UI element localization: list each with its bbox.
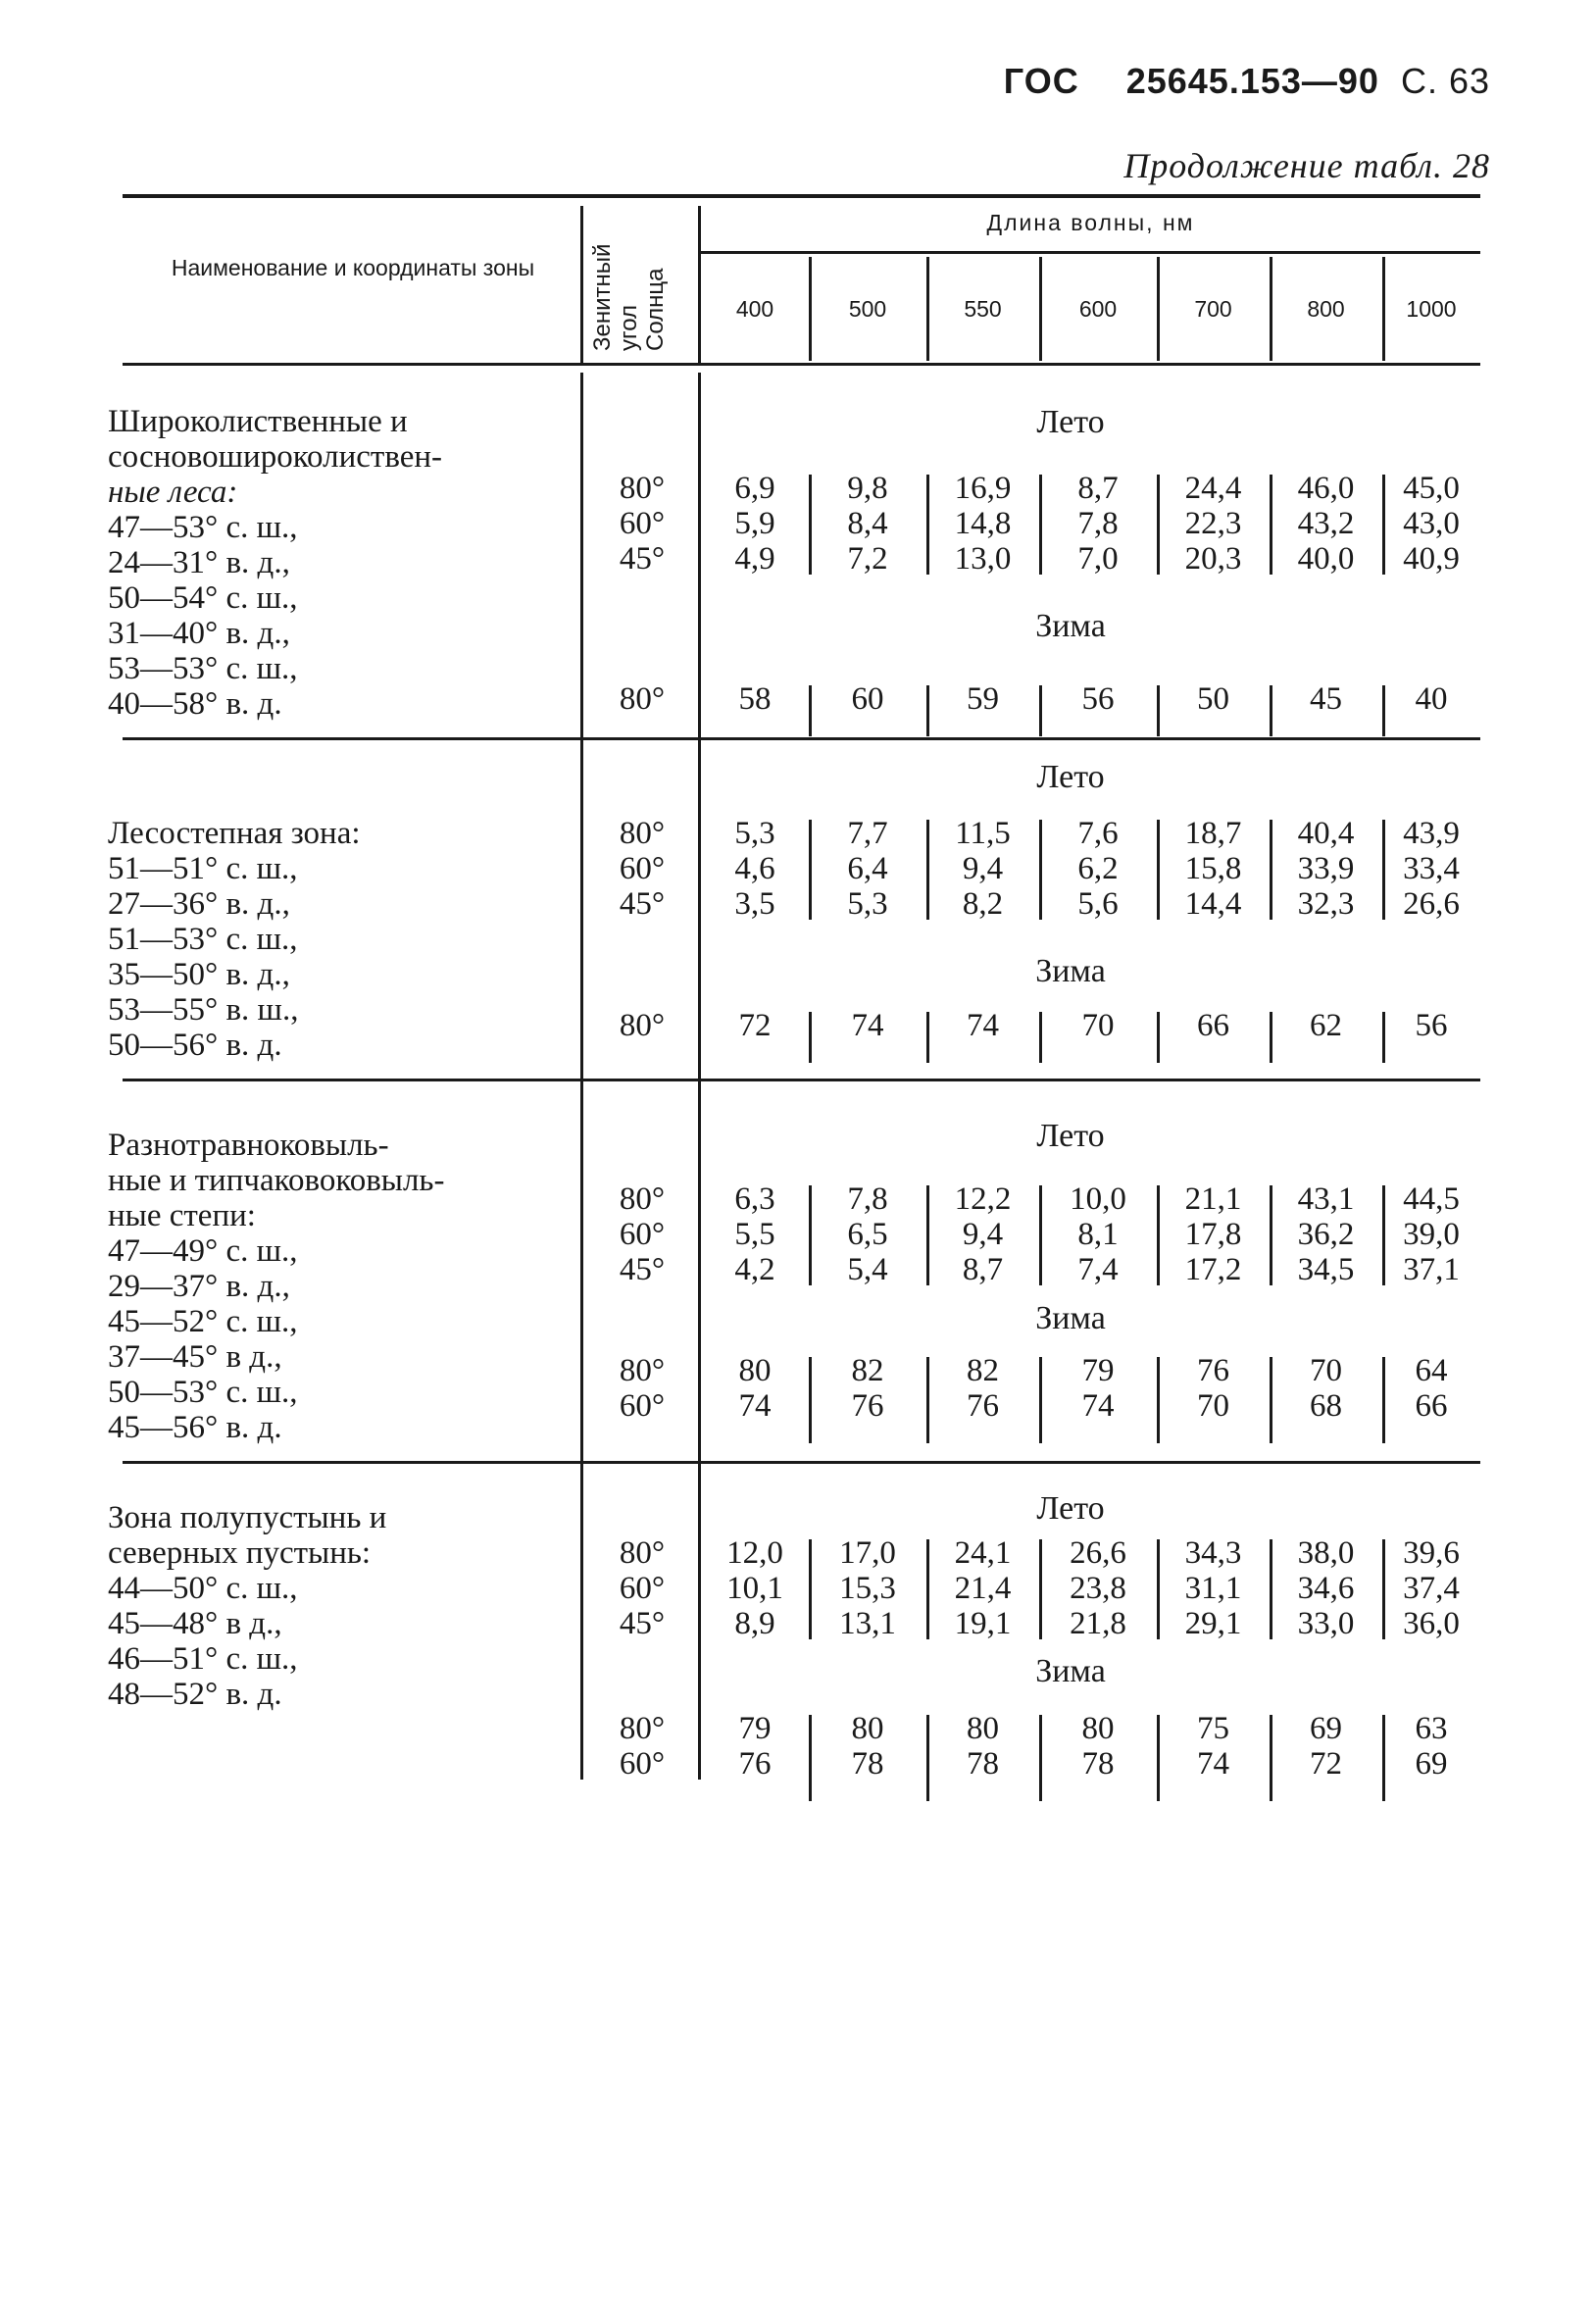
table-cell: 82	[967, 1353, 999, 1388]
wavelength-header: 500	[848, 296, 887, 322]
column-separator	[1270, 820, 1272, 920]
table-cell: 43,0	[1403, 506, 1460, 541]
header-divider-wave	[809, 257, 812, 361]
solar-angle: 60°	[619, 1388, 666, 1424]
table-cell: 79	[738, 1711, 772, 1746]
zone-name-line: Широколиственные и	[108, 404, 408, 439]
section-rule	[123, 737, 1480, 740]
table-cell: 12,2	[954, 1181, 1012, 1217]
table-cell: 80	[967, 1711, 999, 1746]
column-separator	[809, 1185, 812, 1285]
zone-name-line: 53—55° в. ш.,	[108, 992, 299, 1028]
zone-name-line: 24—31° в. д.,	[108, 545, 290, 580]
wavelength-header: 550	[964, 296, 1002, 322]
table-cell: 14,8	[954, 506, 1012, 541]
table-cell: 63	[1415, 1711, 1448, 1746]
column-separator	[1270, 475, 1272, 575]
table-cell: 5,9	[734, 506, 775, 541]
table-cell: 37,4	[1403, 1571, 1460, 1606]
table-cell: 56	[1081, 681, 1115, 717]
column-separator	[926, 1715, 929, 1801]
standard-abbrev: ГОС	[1003, 61, 1079, 101]
table-cell: 74	[1081, 1388, 1115, 1424]
table-cell: 80	[1081, 1711, 1115, 1746]
table-cell: 72	[738, 1008, 772, 1043]
header-divider-wave	[1157, 257, 1160, 361]
table-cell: 6,4	[847, 851, 888, 886]
zone-name-line: 50—53° с. ш.,	[108, 1375, 298, 1410]
table-cell: 26,6	[1070, 1535, 1126, 1571]
table-cell: 34,6	[1297, 1571, 1355, 1606]
table-cell: 34,5	[1297, 1252, 1355, 1287]
table-cell: 18,7	[1184, 816, 1242, 851]
zone-name-line: 31—40° в. д.,	[108, 616, 290, 651]
solar-angle: 80°	[619, 816, 666, 851]
table-cell: 10,0	[1070, 1181, 1126, 1217]
column-separator	[809, 475, 812, 575]
zone-name-line: 40—58° в. д.	[108, 686, 282, 722]
solar-angle: 60°	[619, 1746, 666, 1782]
page-number: С. 63	[1400, 61, 1490, 101]
table-cell: 26,6	[1403, 886, 1460, 922]
zone-name-line: 48—52° в. д.	[108, 1677, 282, 1712]
table-cell: 6,2	[1077, 851, 1119, 886]
column-separator	[926, 1539, 929, 1639]
solar-angle: 80°	[619, 1535, 666, 1571]
column-separator	[1157, 1357, 1160, 1443]
table-cell: 72	[1310, 1746, 1342, 1782]
solar-angle: 45°	[619, 1252, 666, 1287]
angle-column-header-line: угол	[616, 304, 642, 351]
angle-column-header-line: Зенитный	[589, 243, 616, 351]
table-cell: 43,1	[1297, 1181, 1355, 1217]
table-cell: 4,6	[734, 851, 775, 886]
table-cell: 7,2	[847, 541, 888, 577]
table-cell: 7,7	[847, 816, 888, 851]
table-cell: 24,1	[954, 1535, 1012, 1571]
table-cell: 62	[1310, 1008, 1342, 1043]
column-separator	[809, 1715, 812, 1801]
table-cell: 5,6	[1077, 886, 1119, 922]
column-separator	[1382, 1539, 1385, 1639]
season-label-winter: Зима	[1035, 608, 1106, 644]
zone-column-header: Наименование и координаты зоны	[171, 255, 535, 280]
table-cell: 36,2	[1297, 1217, 1355, 1252]
column-separator	[1382, 1012, 1385, 1063]
table-cell: 7,8	[847, 1181, 888, 1217]
table-cell: 70	[1310, 1353, 1342, 1388]
table-cell: 12,0	[726, 1535, 783, 1571]
column-separator	[1039, 1357, 1042, 1443]
header-bottom-rule	[123, 363, 1480, 366]
table-cell: 21,4	[954, 1571, 1012, 1606]
header-divider-wave	[1382, 257, 1385, 361]
zone-name-line: Разнотравноковыль-	[108, 1128, 389, 1163]
table-cell: 7,0	[1077, 541, 1119, 577]
zone-name	[108, 1128, 444, 1445]
zone-name-line: 27—36° в. д.,	[108, 886, 290, 922]
table-cell: 5,4	[847, 1252, 888, 1287]
solar-angle: 45°	[619, 886, 666, 922]
season-label-winter: Зима	[1035, 1300, 1106, 1336]
zone-divider	[580, 373, 583, 737]
table-cell: 76	[738, 1746, 772, 1782]
table-cell: 58	[738, 681, 772, 717]
table-cell: 43,2	[1297, 506, 1355, 541]
column-separator	[1382, 475, 1385, 575]
solar-angle: 80°	[619, 471, 666, 506]
column-separator	[1270, 1357, 1272, 1443]
table-cell: 38,0	[1297, 1535, 1355, 1571]
table-cell: 44,5	[1403, 1181, 1460, 1217]
table-cell: 82	[851, 1353, 884, 1388]
solar-angle: 45°	[619, 1606, 666, 1641]
table-cell: 9,4	[962, 851, 1004, 886]
table-cell: 8,4	[847, 506, 888, 541]
zone-divider	[580, 1461, 583, 1780]
table-cell: 76	[851, 1388, 884, 1424]
column-separator	[926, 1357, 929, 1443]
table-cell: 4,9	[734, 541, 775, 577]
table-cell: 45,0	[1403, 471, 1460, 506]
zone-name-line: северных пустынь:	[108, 1535, 372, 1571]
table-cell: 76	[967, 1388, 999, 1424]
header-divider-wave	[1270, 257, 1272, 361]
table-cell: 3,5	[734, 886, 775, 922]
table-cell: 39,0	[1403, 1217, 1460, 1252]
solar-angle: 80°	[619, 681, 666, 717]
zone-divider	[580, 737, 583, 1079]
column-separator	[809, 1012, 812, 1063]
zone-name-line: 37—45° в д.,	[108, 1339, 282, 1375]
table-cell: 17,0	[839, 1535, 896, 1571]
table-cell: 11,5	[955, 816, 1011, 851]
table-cell: 6,5	[847, 1217, 888, 1252]
table-cell: 39,6	[1403, 1535, 1460, 1571]
zone-name-line: 44—50° с. ш.,	[108, 1571, 298, 1606]
zone-name-line: 46—51° с. ш.,	[108, 1641, 298, 1677]
table-cell: 8,9	[734, 1606, 775, 1641]
continuation-caption: Продолжение табл. 28	[1123, 146, 1490, 185]
column-separator	[809, 685, 812, 736]
table-cell: 15,8	[1184, 851, 1242, 886]
wavelength-header: 700	[1194, 296, 1232, 322]
table-cell: 56	[1415, 1008, 1448, 1043]
table-cell: 78	[1081, 1746, 1115, 1782]
column-separator	[1382, 820, 1385, 920]
table-cell: 4,2	[734, 1252, 775, 1287]
table-cell: 60	[851, 681, 884, 717]
table-cell: 69	[1310, 1711, 1342, 1746]
table-cell: 8,2	[962, 886, 1004, 922]
table-cell: 40,9	[1403, 541, 1460, 577]
table-cell: 37,1	[1403, 1252, 1460, 1287]
zone-name-line: 45—56° в. д.	[108, 1410, 282, 1445]
solar-angle: 60°	[619, 851, 666, 886]
angle-column-header-line: Солнца	[642, 268, 669, 351]
table-cell: 17,8	[1184, 1217, 1242, 1252]
table-cell: 32,3	[1297, 886, 1355, 922]
column-separator	[1157, 1715, 1160, 1801]
column-separator	[1270, 1539, 1272, 1639]
zone-divider	[580, 1079, 583, 1461]
table-cell: 8,1	[1077, 1217, 1119, 1252]
table-cell: 23,8	[1070, 1571, 1126, 1606]
table-cell: 7,6	[1077, 816, 1119, 851]
column-separator	[1039, 1715, 1042, 1801]
table-cell: 9,4	[962, 1217, 1004, 1252]
table-cell: 33,9	[1297, 851, 1355, 886]
solar-angle: 80°	[619, 1181, 666, 1217]
table-cell: 20,3	[1184, 541, 1242, 577]
table-cell: 34,3	[1184, 1535, 1242, 1571]
column-separator	[1039, 475, 1042, 575]
table-cell: 19,1	[954, 1606, 1012, 1641]
wavelength-header: 600	[1078, 296, 1118, 322]
column-separator	[926, 820, 929, 920]
solar-angle: 60°	[619, 1217, 666, 1252]
column-separator	[1157, 685, 1160, 736]
zone-name-line: 50—54° с. ш.,	[108, 580, 298, 616]
column-separator	[1270, 1715, 1272, 1801]
table-cell: 66	[1415, 1388, 1448, 1424]
table-cell: 64	[1415, 1353, 1448, 1388]
column-separator	[1039, 1012, 1042, 1063]
table-cell: 59	[967, 681, 999, 717]
table-cell: 33,0	[1297, 1606, 1355, 1641]
table-cell: 76	[1197, 1353, 1229, 1388]
zone-name-line: 50—56° в. д.	[108, 1028, 282, 1063]
column-separator	[1382, 1715, 1385, 1801]
table-cell: 29,1	[1184, 1606, 1242, 1641]
table-cell: 70	[1197, 1388, 1229, 1424]
table-cell: 74	[738, 1388, 772, 1424]
column-separator	[809, 820, 812, 920]
table-cell: 13,0	[954, 541, 1012, 577]
column-separator	[926, 1185, 929, 1285]
table-cell: 43,9	[1403, 816, 1460, 851]
table-cell: 5,3	[734, 816, 775, 851]
table-cell: 13,1	[839, 1606, 896, 1641]
column-separator	[1157, 1539, 1160, 1639]
solar-angle: 45°	[619, 541, 666, 577]
wavelength-header: 400	[735, 296, 774, 322]
zone-name-line: 47—53° с. ш.,	[108, 510, 298, 545]
header-divider-zone	[580, 206, 583, 363]
wave-group-rule	[701, 251, 1480, 254]
season-label-winter: Зима	[1035, 1653, 1106, 1689]
page-header	[1004, 61, 1490, 102]
section-rule	[123, 1461, 1480, 1464]
column-separator	[1382, 1185, 1385, 1285]
column-separator	[1157, 820, 1160, 920]
header-divider-angle	[698, 206, 701, 363]
zone-name-line: 45—48° в д.,	[108, 1606, 282, 1641]
table-top-rule	[123, 194, 1480, 198]
table-cell: 21,1	[1184, 1181, 1242, 1217]
table-cell: 7,8	[1077, 506, 1119, 541]
column-separator	[809, 1539, 812, 1639]
column-separator	[1039, 1539, 1042, 1639]
column-separator	[926, 685, 929, 736]
table-cell: 21,8	[1070, 1606, 1126, 1641]
wavelength-header: 1000	[1406, 296, 1457, 322]
season-label-summer: Лето	[1036, 404, 1105, 440]
table-cell: 74	[1197, 1746, 1229, 1782]
zone-name-line: 45—52° с. ш.,	[108, 1304, 298, 1339]
table-cell: 8,7	[962, 1252, 1004, 1287]
table-cell: 8,7	[1077, 471, 1119, 506]
table-cell: 6,9	[734, 471, 775, 506]
column-separator	[1157, 475, 1160, 575]
column-separator	[1382, 685, 1385, 736]
table-cell: 36,0	[1403, 1606, 1460, 1641]
zone-name-line: 29—37° в. д.,	[108, 1269, 290, 1304]
table-cell: 45	[1310, 681, 1342, 717]
table-cell: 75	[1197, 1711, 1229, 1746]
zone-name-line: 53—53° с. ш.,	[108, 651, 298, 686]
table-cell: 24,4	[1184, 471, 1242, 506]
table-cell: 22,3	[1184, 506, 1242, 541]
column-separator	[1157, 1185, 1160, 1285]
table-cell: 15,3	[839, 1571, 896, 1606]
solar-angle: 80°	[619, 1353, 666, 1388]
zone-name-line: ные степи:	[108, 1198, 256, 1233]
table-cell: 68	[1310, 1388, 1342, 1424]
header-divider-wave	[926, 257, 929, 361]
table-cell: 31,1	[1184, 1571, 1242, 1606]
table-cell: 9,8	[847, 471, 888, 506]
table-cell: 69	[1415, 1746, 1448, 1782]
wave-group-header: Длина волны, нм	[986, 210, 1195, 235]
zone-name-line: 47—49° с. ш.,	[108, 1233, 298, 1269]
table-cell: 50	[1197, 681, 1229, 717]
zone-name-line: Лесостепная зона:	[108, 816, 361, 851]
zone-name-line: ные леса:	[108, 475, 238, 510]
column-separator	[1270, 1185, 1272, 1285]
table-cell: 78	[851, 1746, 884, 1782]
column-separator	[1039, 1185, 1042, 1285]
table-cell: 33,4	[1403, 851, 1460, 886]
table-cell: 17,2	[1184, 1252, 1242, 1287]
season-label-summer: Лето	[1036, 1490, 1105, 1527]
season-label-summer: Лето	[1036, 759, 1105, 795]
table-cell: 80	[738, 1353, 772, 1388]
table-cell: 40,0	[1297, 541, 1355, 577]
solar-angle: 60°	[619, 506, 666, 541]
column-separator	[1039, 820, 1042, 920]
table-cell: 46,0	[1297, 471, 1355, 506]
zone-name	[108, 404, 442, 722]
column-separator	[1270, 1012, 1272, 1063]
standard-number: 25645.153—90	[1125, 61, 1379, 101]
zone-name-line: ные и типчаковоковыль-	[108, 1163, 445, 1198]
column-separator	[1382, 1357, 1385, 1443]
wavelength-header: 800	[1307, 296, 1345, 322]
season-label-winter: Зима	[1035, 953, 1106, 989]
zone-name-line: 35—50° в. д.,	[108, 957, 290, 992]
table-cell: 80	[851, 1711, 884, 1746]
table-cell: 79	[1081, 1353, 1115, 1388]
table-cell: 78	[967, 1746, 999, 1782]
table-cell: 10,1	[726, 1571, 783, 1606]
table-cell: 7,4	[1077, 1252, 1119, 1287]
table-cell: 70	[1081, 1008, 1115, 1043]
table-cell: 5,5	[734, 1217, 775, 1252]
zone-name	[108, 816, 361, 1063]
table-cell: 5,3	[847, 886, 888, 922]
table-cell: 40,4	[1297, 816, 1355, 851]
zone-name-line: сосновошироколиствен-	[108, 439, 443, 475]
column-separator	[1039, 685, 1042, 736]
table-cell: 14,4	[1184, 886, 1242, 922]
zone-name-line: 51—51° с. ш.,	[108, 851, 298, 886]
table-cell: 74	[967, 1008, 999, 1043]
table-cell: 16,9	[954, 471, 1012, 506]
table-cell: 40	[1415, 681, 1448, 717]
solar-angle: 80°	[619, 1008, 666, 1043]
zone-name-line: 51—53° с. ш.,	[108, 922, 298, 957]
solar-angle: 80°	[619, 1711, 666, 1746]
column-separator	[1270, 685, 1272, 736]
table-cell: 6,3	[734, 1181, 775, 1217]
table-cell: 74	[851, 1008, 884, 1043]
header-divider-wave	[1039, 257, 1042, 361]
section-rule	[123, 1079, 1480, 1081]
column-separator	[926, 1012, 929, 1063]
column-separator	[926, 475, 929, 575]
column-separator	[1157, 1012, 1160, 1063]
solar-angle: 60°	[619, 1571, 666, 1606]
table-cell: 66	[1197, 1008, 1229, 1043]
zone-name	[108, 1500, 386, 1712]
zone-name-line: Зона полупустынь и	[108, 1500, 387, 1535]
season-label-summer: Лето	[1036, 1118, 1105, 1154]
column-separator	[809, 1357, 812, 1443]
